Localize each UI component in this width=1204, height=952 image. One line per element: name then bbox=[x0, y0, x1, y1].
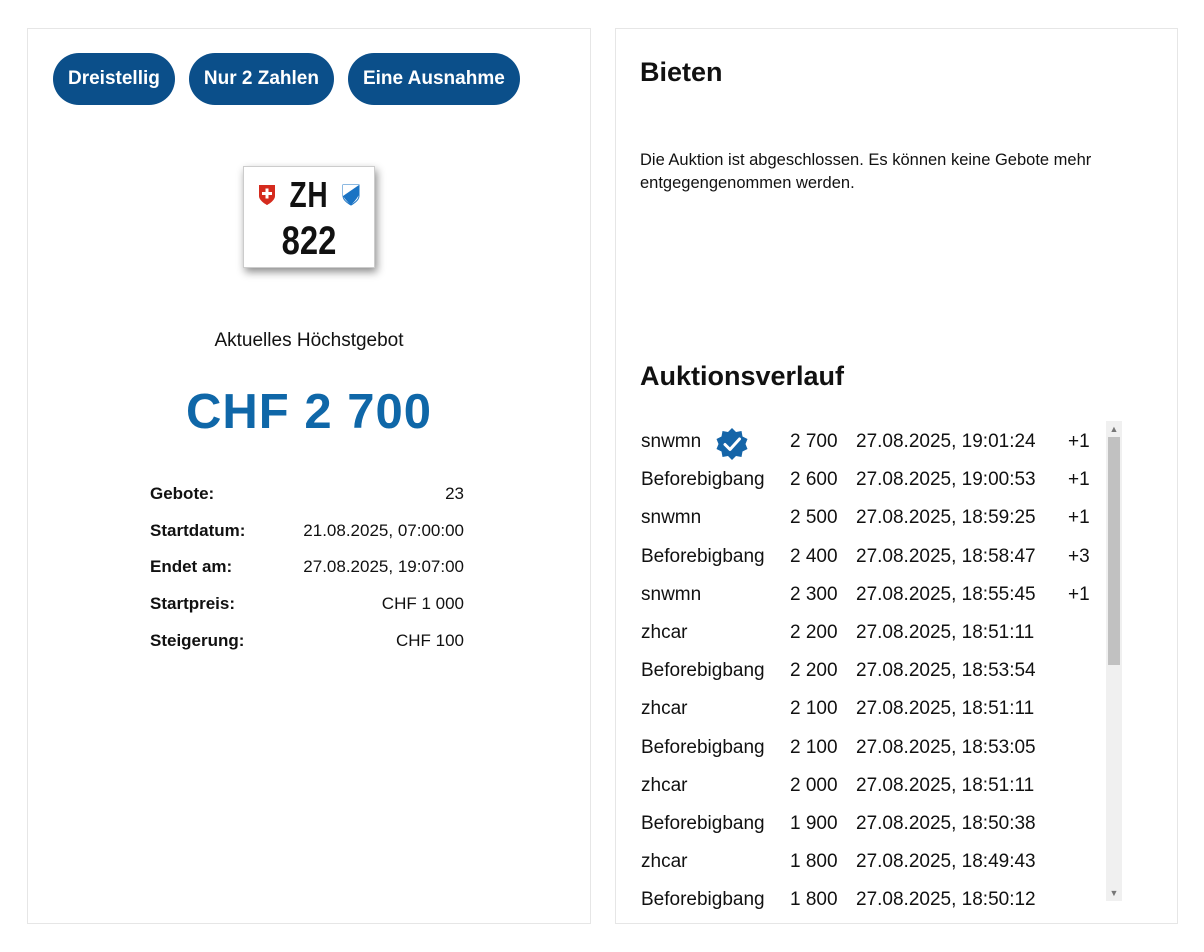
history-amount: 2 200 bbox=[790, 621, 838, 643]
detail-key: Startpreis: bbox=[150, 594, 236, 614]
history-user: zhcar bbox=[641, 774, 688, 796]
history-amount: 1 900 bbox=[790, 812, 838, 834]
filter-pills bbox=[53, 53, 520, 105]
history-row bbox=[640, 537, 1122, 575]
detail-key: Steigerung: bbox=[150, 630, 245, 650]
history-user: snwmn bbox=[641, 431, 702, 452]
history-user: snwmn bbox=[641, 507, 702, 529]
history-amount: 2 100 bbox=[790, 736, 838, 758]
history-amount: 2 200 bbox=[790, 660, 838, 682]
history-date: 27.08.2025, 18:53:05 bbox=[856, 736, 1036, 758]
detail-key: Startdatum: bbox=[150, 520, 246, 540]
history-user: zhcar bbox=[641, 698, 688, 720]
detail-key: Endet am: bbox=[150, 557, 233, 577]
filter-dreistellig-button[interactable]: Dreistellig bbox=[53, 53, 175, 105]
history-amount: 1 800 bbox=[790, 889, 838, 911]
history-amount: 2 700 bbox=[790, 431, 838, 452]
history-amount: 2 400 bbox=[790, 545, 838, 567]
detail-row-start-date bbox=[150, 513, 464, 550]
plate-detail-panel bbox=[27, 28, 591, 924]
bid-section-title: Bieten bbox=[640, 57, 723, 87]
history-date: 27.08.2025, 18:51:11 bbox=[856, 774, 1035, 796]
history-row bbox=[640, 766, 1122, 804]
history-user: Beforebigbang bbox=[641, 889, 765, 911]
detail-row-end-date bbox=[150, 549, 464, 586]
history-row bbox=[640, 613, 1122, 651]
history-row bbox=[640, 651, 1122, 689]
auction-closed-message: Die Auktion ist abgeschlossen. Es können keine Gebote mehr entgegengenommen werden. bbox=[640, 151, 1092, 192]
history-date: 27.08.2025, 18:55:45 bbox=[856, 583, 1036, 605]
history-user: Beforebigbang bbox=[641, 660, 765, 682]
history-date: 27.08.2025, 18:50:38 bbox=[856, 812, 1036, 834]
history-user: zhcar bbox=[641, 621, 688, 643]
history-row bbox=[640, 689, 1122, 727]
detail-row-increment bbox=[150, 622, 464, 659]
detail-value: 23 bbox=[445, 484, 464, 504]
history-extra: +1 bbox=[1068, 507, 1090, 529]
history-amount: 2 500 bbox=[790, 507, 838, 529]
current-bid-label: Aktuelles Höchstgebot bbox=[214, 330, 404, 351]
history-row bbox=[640, 804, 1122, 842]
history-date: 27.08.2025, 18:51:11 bbox=[856, 698, 1035, 720]
detail-row-bids bbox=[150, 476, 464, 513]
scroll-up-arrow-icon[interactable]: ▲ bbox=[1109, 424, 1119, 434]
zurich-canton-icon bbox=[342, 184, 360, 206]
history-row bbox=[640, 422, 1122, 460]
history-row bbox=[640, 575, 1122, 613]
scroll-down-arrow-icon[interactable]: ▼ bbox=[1109, 888, 1119, 898]
history-date: 27.08.2025, 18:50:12 bbox=[856, 889, 1036, 911]
history-date: 27.08.2025, 18:53:54 bbox=[856, 660, 1036, 682]
detail-value: 21.08.2025, 07:00:00 bbox=[303, 520, 464, 540]
swiss-flag-icon bbox=[258, 184, 276, 206]
history-row bbox=[640, 460, 1122, 498]
history-amount: 2 600 bbox=[790, 469, 838, 491]
license-plate bbox=[243, 166, 375, 268]
history-amount: 1 800 bbox=[790, 851, 838, 873]
detail-value: CHF 100 bbox=[395, 630, 464, 650]
bidding-panel bbox=[615, 28, 1178, 924]
filter-nur-2-zahlen-button[interactable]: Nur 2 Zahlen bbox=[189, 53, 334, 105]
verified-badge-icon bbox=[714, 426, 750, 462]
detail-value: CHF 1 000 bbox=[381, 594, 464, 614]
history-scrollbar[interactable] bbox=[1106, 421, 1122, 901]
history-title: Auktionsverlauf bbox=[640, 361, 845, 391]
plate-canton: ZH bbox=[289, 174, 329, 215]
history-row bbox=[640, 498, 1122, 536]
history-row bbox=[640, 880, 1122, 918]
scrollbar-thumb[interactable] bbox=[1108, 437, 1120, 665]
history-user: Beforebigbang bbox=[641, 736, 765, 758]
history-extra: +1 bbox=[1068, 469, 1090, 491]
detail-row-start-price bbox=[150, 586, 464, 623]
history-row bbox=[640, 842, 1122, 880]
history-amount: 2 100 bbox=[790, 698, 838, 720]
history-date: 27.08.2025, 18:59:25 bbox=[856, 507, 1036, 529]
plate-number: 822 bbox=[281, 219, 337, 263]
history-amount: 2 000 bbox=[790, 774, 838, 796]
bid-history-list[interactable] bbox=[640, 422, 1122, 911]
history-date: 27.08.2025, 18:58:47 bbox=[856, 545, 1036, 567]
history-user: Beforebigbang bbox=[641, 545, 765, 567]
history-user: snwmn bbox=[641, 583, 702, 605]
history-extra: +1 bbox=[1068, 431, 1090, 452]
history-date: 27.08.2025, 19:00:53 bbox=[856, 469, 1036, 491]
filter-eine-ausnahme-button[interactable]: Eine Ausnahme bbox=[348, 53, 520, 105]
history-user: zhcar bbox=[641, 851, 688, 873]
history-row bbox=[640, 728, 1122, 766]
history-amount: 2 300 bbox=[790, 583, 838, 605]
history-date: 27.08.2025, 18:49:43 bbox=[856, 851, 1036, 873]
history-extra: +3 bbox=[1068, 545, 1090, 567]
history-extra: +1 bbox=[1068, 583, 1090, 605]
detail-value: 27.08.2025, 19:07:00 bbox=[303, 557, 464, 577]
history-user: Beforebigbang bbox=[641, 469, 765, 491]
current-bid-value: CHF 2 700 bbox=[186, 385, 432, 439]
detail-key: Gebote: bbox=[150, 484, 215, 504]
auction-details bbox=[150, 476, 464, 659]
history-user: Beforebigbang bbox=[641, 812, 765, 834]
history-date: 27.08.2025, 18:51:11 bbox=[856, 621, 1035, 643]
history-date: 27.08.2025, 19:01:24 bbox=[856, 431, 1036, 452]
